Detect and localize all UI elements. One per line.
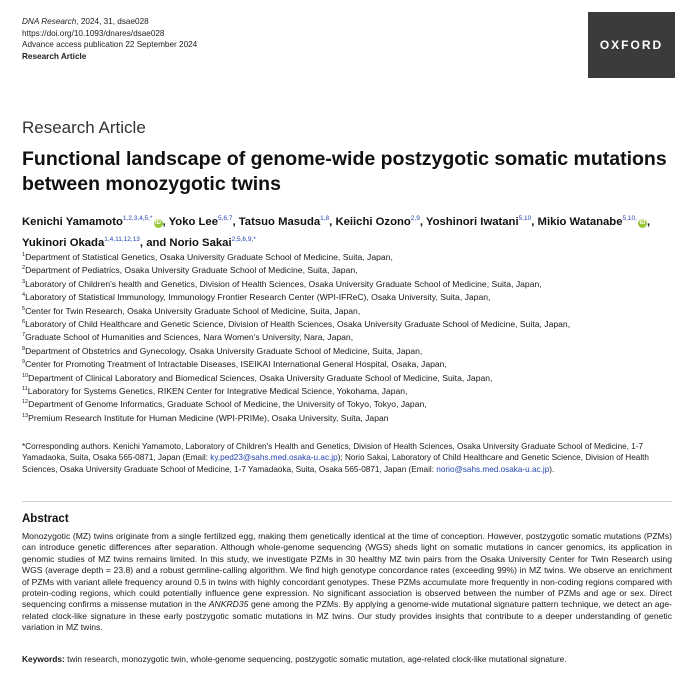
affiliation-list — [22, 250, 672, 424]
affiliation-number: 1 — [22, 252, 26, 258]
affiliation-item — [22, 384, 672, 397]
affiliation-item — [22, 250, 672, 263]
affiliation-number: 3 — [22, 278, 26, 285]
affiliation-number: 9 — [22, 359, 26, 366]
affiliation-text: Department of Pediatrics, Osaka University Graduate School of Medicine, Suita, Japan, — [25, 265, 358, 276]
author-name[interactable]: Mikio Watanabe — [537, 216, 623, 228]
affiliation-item — [22, 304, 672, 317]
citation: , 2024, 31, dsae028 — [76, 17, 149, 26]
author-affiliation-marks: 2,9 — [410, 215, 420, 222]
email-link-1[interactable]: ky.ped23@sahs.med.osaka-u.ac.jp — [210, 453, 338, 463]
author-name[interactable]: Yoko Lee — [168, 216, 218, 228]
keywords — [22, 654, 672, 665]
affiliation-number: 7 — [22, 332, 26, 339]
author-separator: , — [232, 216, 239, 228]
publication-date: Advance access publication 22 September 2024 — [22, 40, 198, 49]
orcid-icon[interactable]: iD — [639, 220, 646, 226]
gene-name: ANKRD35 — [208, 599, 249, 610]
section-label: Research Article — [22, 118, 146, 137]
correspondence — [22, 441, 672, 475]
affiliation-text: Laboratory of Child Healthcare and Genetic Science, Division of Health Sciences, Osaka University Graduate School of Medicine, Suita, Japan, — [25, 319, 571, 330]
affiliation-text: Department of Obstetrics and Gynecology, Osaka University Graduate School of Medicine, Suita, Japan, — [25, 345, 423, 356]
author-name[interactable]: Kenichi Yamamoto — [22, 216, 123, 228]
affiliation-item — [22, 330, 672, 343]
author-name[interactable]: Norio Sakai — [169, 237, 232, 249]
affiliation-number: 5 — [22, 305, 26, 312]
abstract-text-1: Monozygotic (MZ) twins originate from a single fertilized egg, making them genetically identical at the time of conception. However, postzygotic somatic mutations (PZMs) can introduce genetic differences after separation. Although whole-genome sequencing (WGS) sheds light on somatic mutations in cancer genomics, its application in genomic studies of MZ twins remains limited. In this study, we investigate PZMs in 30 healthy MZ twin pairs from the Osaka University Center for Twin Research using WGS (average depth = 23.8) and a robust germline-calling algorithm. We find high genotype concordance rates (exceeding 99%) in MZ twins. We observe an enrichment of PZMs with variant allele frequency around 0.5 in twins with highly concordant genotypes. These PZMs accumulate more frequently in non-coding regions compared with protein-coding regions, which could potentially influence gene expression. No significant association is observed between the number of PZMs and age or sex. Direct sequencing confirms a missense mutation in the — [22, 531, 672, 610]
affiliation-text: Department of Statistical Genetics, Osaka University Graduate School of Medicine, Suita, Japan, — [25, 252, 393, 262]
affiliation-number: 4 — [22, 292, 26, 299]
affiliation-item — [22, 290, 672, 303]
author-affiliation-marks: 1,4,11,12,13 — [104, 236, 140, 243]
affiliation-text: Laboratory of Children's health and Genetics, Division of Health Sciences, Osaka University Graduate School of Medicine, Suita, Japan, — [25, 278, 542, 289]
affiliation-text: Laboratory for Systems Genetics, RIKEN Center for Integrative Medical Science, Yokohama, Japan, — [27, 386, 408, 397]
journal-name: DNA Research — [22, 17, 77, 26]
affiliation-text: Premium Research Institute for Human Medicine (WPI-PRIMe), Osaka University, Suita, Japan — [28, 412, 389, 423]
affiliation-number: 8 — [22, 345, 26, 352]
author-separator: , — [646, 216, 651, 228]
abstract-text-2: gene among the PZMs. By applying a genome-wide mutational signature pattern technique, we detect an age-related clock-like signature in these early postzygotic somatic mutations in MZ twins. Our study provides insights that contribute to a deeper understanding of genetic variation in MZ twins. — [22, 599, 672, 633]
abstract-heading: Abstract — [22, 513, 69, 525]
logo-text: OXFORD — [599, 38, 664, 52]
author-separator: , — [162, 216, 169, 228]
affiliation-item — [22, 263, 672, 276]
affiliation-item — [22, 344, 672, 357]
correspondence-text-3: ). — [549, 464, 555, 474]
author-affiliation-marks: 1,8 — [320, 215, 330, 222]
divider — [22, 501, 672, 502]
affiliation-number: 11 — [22, 386, 28, 393]
article-meta — [22, 16, 197, 62]
author-separator: , — [329, 216, 336, 228]
affiliation-item — [22, 317, 672, 330]
correspondence-text-1: *Corresponding authors. Kenichi Yamamoto, Laboratory of Children's Health and Genetics, Division of Health Sciences, Osaka University Graduate School of Medicine, 1-7 Yamadaoka, Suita, Osaka 565-0871, Japan (Email: — [22, 442, 644, 463]
keywords-label: Keywords: — [22, 654, 65, 664]
article-type: Research Article — [22, 51, 87, 61]
author-separator: , and — [139, 237, 170, 249]
abstract-body — [22, 531, 672, 634]
affiliation-text: Center for Promoting Treatment of Intractable Diseases, ISEIKAI International General Hospital, Osaka, Japan, — [25, 359, 447, 370]
affiliation-number: 6 — [22, 319, 26, 326]
oxford-logo[interactable] — [588, 12, 675, 78]
affiliation-text: Center for Twin Research, Osaka University Graduate School of Medicine, Suita, Japan, — [25, 305, 361, 316]
author-affiliation-marks: 2,5,6,9,* — [231, 236, 256, 243]
affiliation-text: Department of Clinical Laboratory and Biomedical Sciences, Osaka University Graduate School of Medicine, Suita, Japan, — [28, 372, 493, 383]
author-name[interactable]: Yukinori Okada — [22, 237, 105, 249]
author-separator: , — [531, 216, 538, 228]
author-affiliation-marks: 5,6,7 — [217, 215, 233, 222]
affiliation-number: 10 — [22, 372, 29, 379]
affiliation-number: 13 — [22, 412, 29, 419]
keywords-text: twin research, monozygotic twin, whole-genome sequencing, postzygotic somatic mutation, age-related clock-like mutational signature. — [64, 654, 567, 664]
author-name[interactable]: Tatsuo Masuda — [238, 216, 321, 228]
affiliation-text: Graduate School of Humanities and Sciences, Nara Women's University, Nara, Japan, — [25, 332, 354, 343]
affiliation-item — [22, 411, 672, 424]
doi-link[interactable]: https://doi.org/10.1093/dnares/dsae028 — [22, 28, 165, 38]
email-link-2[interactable]: norio@sahs.med.osaka-u.ac.jp — [436, 464, 550, 474]
correspondence-text-2: ); Norio Sakai, Laboratory of Child Healthcare and Genetic Science, Division of Health Sciences, Osaka University Graduate School of Medicine, 1-7 Yamadaoka, Suita, Osaka 565-0871, Japan (Email: — [22, 453, 649, 474]
affiliation-number: 12 — [22, 399, 29, 406]
affiliation-item — [22, 371, 672, 384]
affiliation-number: 2 — [22, 265, 26, 272]
affiliation-item — [22, 397, 672, 410]
author-separator: , — [419, 216, 426, 228]
author-list — [22, 210, 672, 252]
affiliation-text: Department of Genome Informatics, Graduate School of Medicine, the University of Tokyo, Tokyo, Japan, — [28, 399, 427, 410]
citation-line — [22, 16, 197, 28]
author-name[interactable]: Keiichi Ozono — [335, 216, 411, 228]
orcid-icon[interactable]: iD — [155, 220, 162, 226]
article-title: Functional landscape of genome-wide postzygotic somatic mutations between monozygotic twins — [22, 148, 667, 195]
affiliation-item — [22, 357, 672, 370]
author-affiliation-marks: 1,2,3,4,5,* — [122, 215, 153, 222]
author-affiliation-marks: 5,10 — [518, 215, 532, 222]
author-affiliation-marks: 5,10, — [622, 215, 637, 222]
affiliation-item — [22, 277, 672, 290]
author-name[interactable]: Yoshinori Iwatani — [425, 216, 519, 228]
affiliation-text: Laboratory of Statistical Immunology, Immunology Frontier Research Center (WPI-IFReC), Osaka University, Suita, Japan, — [25, 292, 491, 303]
